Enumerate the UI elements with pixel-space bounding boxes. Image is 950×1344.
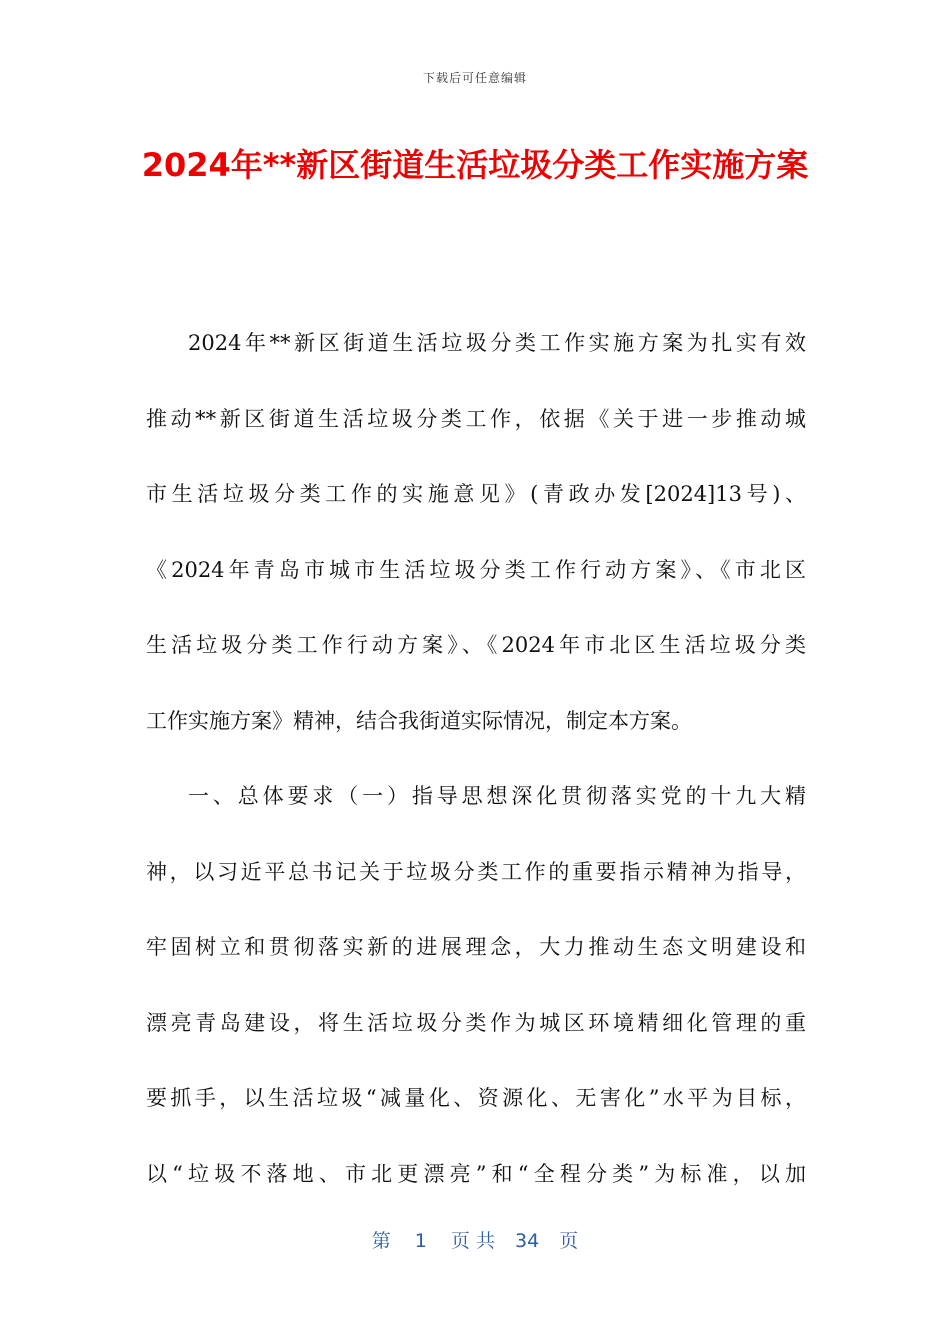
body-line: 工作实施方案》精神，结合我街道实际情况，制定本方案。 [146, 708, 692, 733]
body-line: 神，以习近平总书记关于垃圾分类工作的重要指示精神为指导， [146, 859, 806, 884]
body-line: 《2024年青岛市城市生活垃圾分类工作行动方案》、《市北区 [146, 557, 806, 582]
body-line: 要抓手，以生活垃圾“减量化、资源化、无害化”水平为目标， [146, 1086, 806, 1110]
body-line: 漂亮青岛建设，将生活垃圾分类作为城区环境精细化管理的重 [146, 1010, 806, 1035]
page-number: 1 [414, 1230, 427, 1252]
document-body [146, 320, 806, 1226]
page-footer [0, 1226, 950, 1253]
header-note: 下载后可任意编辑 [422, 71, 527, 85]
body-line: 牢固树立和贯彻落实新的进展理念，大力推动生态文明建设和 [146, 935, 806, 959]
page-label-prefix: 第 [371, 1230, 391, 1252]
document-title: 2024年**新区街道生活垃圾分类工作实施方案 [141, 146, 809, 184]
body-line: 一、总体要求（一）指导思想深化贯彻落实党的十九大精 [188, 784, 806, 808]
body-line: 2024年**新区街道生活垃圾分类工作实施方案为扎实有效 [188, 331, 806, 355]
page-label-mid: 页 共 [450, 1230, 495, 1252]
body-line: 生活垃圾分类工作行动方案》、《2024年市北区生活垃圾分类 [146, 633, 806, 657]
page-label-suffix: 页 [559, 1230, 579, 1252]
body-line: 以“垃圾不落地、市北更漂亮”和“全程分类”为标准，以加 [146, 1161, 806, 1186]
total-pages: 34 [515, 1230, 540, 1252]
body-line: 推动**新区街道生活垃圾分类工作，依据《关于进一步推动城 [146, 406, 806, 431]
body-line: 市生活垃圾分类工作的实施意见》(青政办发[2024]13号)、 [146, 482, 806, 506]
